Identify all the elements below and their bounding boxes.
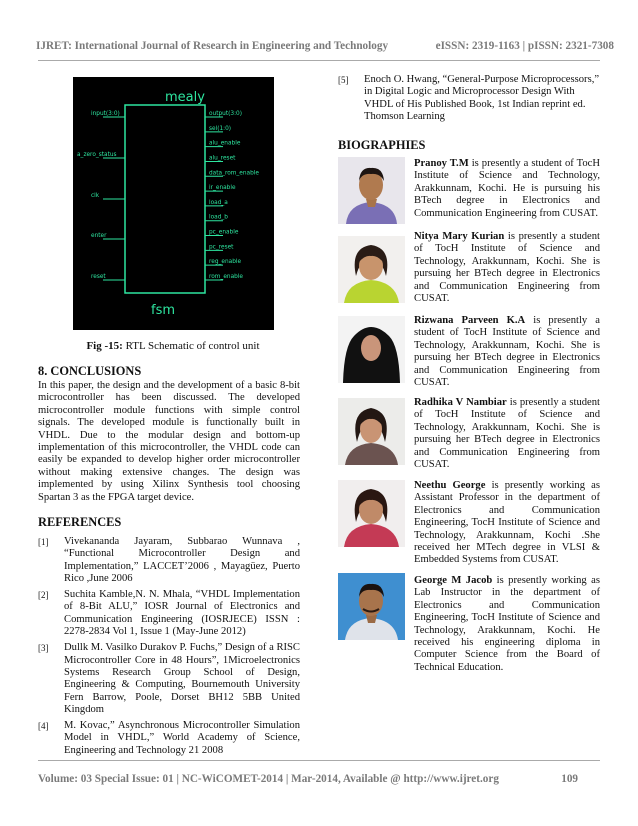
port-label: reg_enable: [209, 259, 242, 266]
port-label: pc_enable: [209, 229, 239, 236]
reference-item: [38, 536, 300, 585]
port-label: alu_reset: [209, 155, 236, 162]
port-label: data_rom_enable: [209, 170, 259, 177]
figure-caption: [38, 340, 308, 352]
reference-number: [4]: [38, 721, 49, 732]
references-heading: REFERENCES: [38, 515, 122, 529]
bio-george: [338, 575, 600, 674]
biographies-heading: BIOGRAPHIES: [338, 138, 426, 152]
reference-text: Vivekananda Jayaram, Subbarao Wunnava , “Functional Microcontroller Design and Implementation,” LACCET’2006 , Mayagüez, Puerto Rico ,June 2006: [64, 536, 300, 584]
reference-item: [338, 74, 600, 123]
reference-item: [38, 589, 300, 638]
reference-item: [38, 642, 300, 716]
reference-text: Enoch O. Hwang, “General-Purpose Microprocessors,” in Digital Logic and Microprocessor Design With VHDL of His Published Book, 1st Indian reprint ed. Thomson Learning: [364, 74, 600, 122]
page-number: 109: [561, 773, 578, 785]
figure-footer-label: fsm: [151, 303, 176, 318]
bio-radhika: [338, 397, 600, 471]
bio-name: Neethu George: [414, 480, 486, 491]
port-label: rom_enable: [209, 274, 243, 280]
bio-description: is presently working as Assistant Professor in the department of Electronics and Communication Engineering, TocH Institute of Science and Technology, Arakkunnam, Kochi .She received her MTech degree in VLSI & Embedded Systems from CUSAT.: [414, 480, 600, 566]
rtl-schematic-figure: [73, 77, 274, 330]
conclusions-text: In this paper, the design and the development of a basic 8-bit microcontroller has been discussed. The developed microcontroller module functions with simple control signals. The developed module is functionally built in VHDL. Due to the modular design and bottom-up implementation of this microcontroller, the VHDL code can easily be expanded to develop higher order microcontroller without making extensive changes. The design was implemented by using Xilinx Synthesis tool choosing Spartan 3 as the FPGA target device.: [38, 380, 300, 503]
bio-name: Nitya Mary Kurian: [414, 231, 505, 242]
bio-nitya: [338, 231, 600, 305]
bio-description: is presently a student of TocH Institute of Science and Technology, Arakkunnam, Kochi. She is pursuing her BTech degree in Electronics and Communication Engineering from CUSAT.: [414, 397, 600, 471]
port-label: pc_reset: [209, 244, 234, 251]
bio-name: Rizwana Parveen K.A: [414, 315, 526, 326]
references-list: [38, 536, 300, 761]
fsm-block: [125, 105, 205, 293]
journal-name: IJRET: International Journal of Research in Engineering and Technology: [36, 40, 389, 52]
bio-neethu: [338, 480, 600, 567]
bio-description: is presently a student of TocH Institute of Science and Technology, Arakkunnam, Kochi. She is pursuing her BTech degree in Electronics and Communication Engineering from CUSAT.: [414, 231, 600, 305]
bio-name: Pranoy T.M: [414, 158, 469, 169]
figure-title: mealy: [165, 90, 205, 105]
header-rule: [38, 60, 600, 61]
reference-text: M. Kovac,” Asynchronous Microcontroller Simulation Model in VHDL,” World Academy of Science, Engineering and Technology 21 2008: [64, 720, 300, 756]
port-label: sel(1:0): [209, 125, 232, 132]
reference-number: [3]: [38, 643, 49, 654]
bio-name: Radhika V Nambiar: [414, 397, 507, 408]
figure-caption-prefix: Fig -15:: [86, 340, 123, 352]
reference-number: [5]: [338, 75, 349, 85]
bio-name: George M Jacob: [414, 575, 493, 586]
issn: eISSN: 2319-1163 | pISSN: 2321-7308: [435, 40, 614, 52]
reference-text: Dullk M. Vasilko Durakov P. Fuchs,” Design of a RISC Microcontroller Core in 48 Hours”, 1Microelectronics Systems Research Group School of Design, Engineering & Computing, Bournemouth University Fern Barrow, Poole, Dorset BH12 5BB United Kingdom: [64, 642, 300, 715]
reference-item: [38, 720, 300, 757]
footer-volume: Volume: 03 Special Issue: 01 | NC-WiCOMET-2014 | Mar-2014, Available @ http://www.ijret.org: [38, 773, 499, 785]
bio-description: is presently working as Lab Instructor in the department of Electronics and Communication Engineering, TocH Institute of Science and Technology, Arakkunnam, Kochi. He received his engineering diploma in Computer Science from the Board of Technical Education.: [414, 575, 600, 673]
bio-rizwana: [338, 315, 600, 389]
port-label: clk: [91, 193, 100, 199]
footer-rule: [38, 760, 600, 761]
port-label: load_a: [209, 199, 228, 206]
port-label: ir_enable: [209, 185, 236, 192]
conclusions-heading: 8. CONCLUSIONS: [38, 364, 142, 378]
port-label: input(3:0): [91, 111, 120, 117]
port-label: reset: [91, 274, 106, 280]
figure-caption-text: RTL Schematic of control unit: [122, 340, 260, 352]
bio-description: is presently a student of TocH Institute of Science and Technology, Arakkunnam, Kochi. He is pursuing his BTech degree in Electronics and Communication Engineering from CUSAT.: [414, 158, 600, 219]
port-label: enter: [91, 233, 107, 239]
port-label: output(3:0): [209, 111, 242, 117]
bio-description: is presently a student of TocH Institute of Science and Technology, Arakkunnam, Kochi. She is pursuing her BTech degree in Electronics and Communication Engineering from CUSAT.: [414, 315, 600, 389]
reference-number: [2]: [38, 590, 49, 601]
reference-number: [1]: [38, 537, 49, 547]
reference-text: Suchita Kamble,N. N. Mhala, “VHDL Implementation of 8-Bit ALU,” IOSR Journal of Electronics and Communication Engineering (IOSRJECE) ISSN : 2278-2834 Vol 1, Issue 1 (May-June 2012): [64, 589, 300, 638]
port-label: alu_enable: [209, 140, 241, 147]
port-label: a_zero_status: [77, 152, 117, 158]
bio-pranoy: [338, 158, 600, 220]
port-label: load_b: [209, 214, 228, 221]
